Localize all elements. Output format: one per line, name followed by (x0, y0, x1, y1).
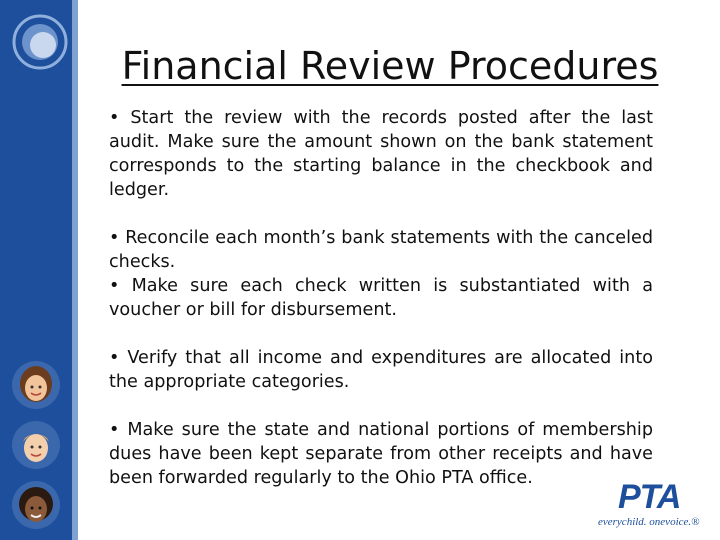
left-sidebar-band (0, 0, 72, 540)
child-portrait-1 (11, 360, 61, 410)
pta-logo-mark: PTA (618, 478, 681, 516)
child-portrait-2 (11, 420, 61, 470)
paragraph-reconcile: • Reconcile each month’s bank statements with the canceled checks. (109, 228, 653, 272)
paragraph-membership-dues: • Make sure the state and national portions of membership dues have been kept separate from other receipts and have been forwarded regularly to the Ohio PTA office. (109, 420, 653, 488)
sidebar-stripe (72, 0, 78, 540)
pta-logo (596, 478, 720, 534)
child-portrait-3 (11, 480, 61, 530)
paragraph-start-review: • Start the review with the records posted after the last audit. Make sure the amount shown on the bank statement corresponds to the starting balance in the checkbook and ledger. (109, 108, 653, 200)
decorative-circles-icon (12, 14, 68, 70)
paragraph-check-substantiated: • Make sure each check written is substantiated with a voucher or bill for disbursement. (109, 276, 653, 320)
pta-tagline: everychild. onevoice.® (598, 516, 700, 528)
slide-body (109, 106, 653, 490)
paragraph-verify-income: • Verify that all income and expenditures are allocated into the appropriate categories. (109, 348, 653, 392)
slide-title: Financial Review Procedures (121, 44, 659, 88)
